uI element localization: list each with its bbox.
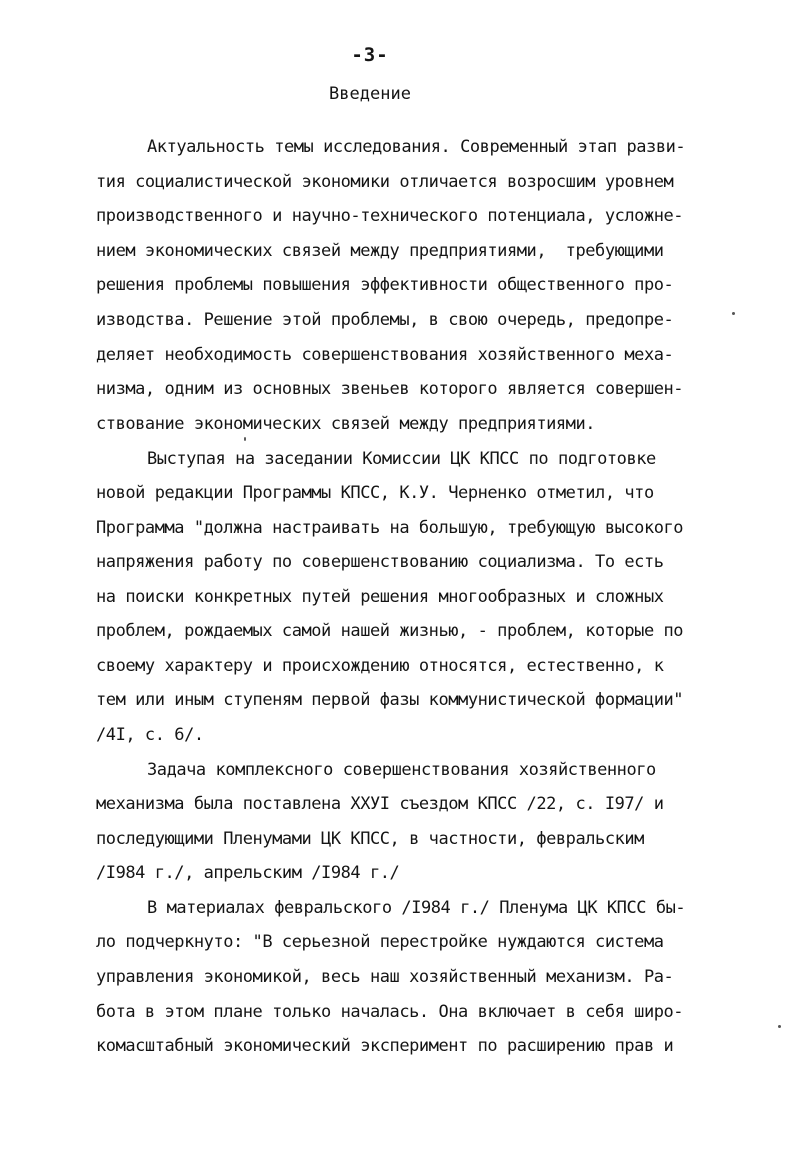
text-line: механизма была поставлена XXУI съездом КПСС /22, с. I97/ и [96,794,664,814]
text-line: изводства. Решение этой проблемы, в свою очередь, предопре- [96,310,674,330]
text-line: тия социалистической экономики отличается возросшим уровнем [96,172,674,192]
text-line: управления экономикой, весь наш хозяйственный механизм. Ра- [96,967,674,987]
text-line: Актуальность темы исследования. Современный этап разви- [147,137,686,157]
text-line: Задача комплексного совершенствования хозяйственного [147,760,656,780]
text-line: ло подчеркнуто: "В серьезной перестройке нуждаются система [96,932,664,952]
text-line: ствование экономических связей между предприятиями. [96,414,596,434]
text-line: напряжения работу по совершенствованию социализма. То есть [96,552,664,572]
page-number: -3- [351,44,389,66]
scan-speck [244,437,246,441]
text-line: проблем, рождаемых самой нашей жизнью, - проблем, которые по [96,621,684,641]
section-heading: Введение [329,84,411,104]
text-line: решения проблемы повышения эффективности общественного про- [96,275,674,295]
text-line: последующими Пленумами ЦК КПСС, в частности, февральским [96,829,644,849]
text-line: новой редакции Программы КПСС, К.У. Черненко отметил, что [96,483,654,503]
text-line: бота в этом плане только началась. Она включает в себя широ- [96,1002,684,1022]
text-line: /4I, с. 6/. [96,725,204,745]
text-line: деляет необходимость совершенствования хозяйственного меха- [96,345,674,365]
text-line: /I984 г./, апрельским /I984 г./ [96,863,400,883]
text-line: тем или иным ступеням первой фазы коммунистической формации" [96,690,684,710]
text-line: своему характеру и происхождению относятся, естественно, к [96,656,664,676]
text-line: на поиски конкретных путей решения многообразных и сложных [96,587,664,607]
text-line: производственного и научно-технического потенциала, усложне- [96,206,684,226]
text-line: низма, одним из основных звеньев которого является совершен- [96,379,684,399]
text-line: Выступая на заседании Комиссии ЦК КПСС по подготовке [147,449,656,469]
text-line: Программа "должна настраивать на большую, требующую высокого [96,518,684,538]
text-line: комасштабный экономический эксперимент по расширению прав и [96,1036,674,1056]
text-line: В материалах февральского /I984 г./ Пленума ЦК КПСС бы- [147,898,686,918]
scan-speck [732,312,735,315]
scan-speck [778,1025,781,1028]
text-line: нием экономических связей между предприятиями, требующими [96,241,664,261]
